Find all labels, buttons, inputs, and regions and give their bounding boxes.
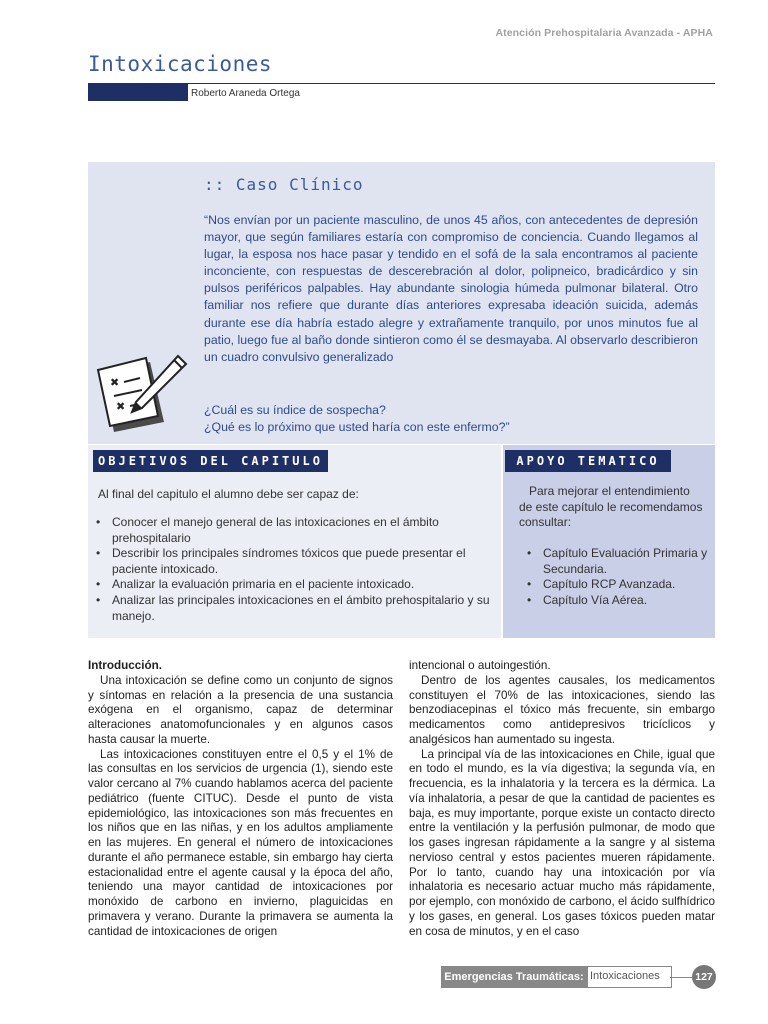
support-intro: Para mejorar el entendimiento de este capítulo le recomendamos consultar: (519, 484, 703, 530)
support-header: APOYO TEMATICO (505, 450, 671, 472)
body-column-left (88, 659, 393, 939)
bullet: • (96, 592, 101, 607)
objectives-intro: Al final del capitulo el alumno debe ser capaz de: (98, 487, 359, 501)
footer-section-label: Emergencias Traumáticas: (444, 971, 584, 983)
section-heading: Introducción. (88, 659, 163, 672)
case-title: :: Caso Clínico (204, 175, 364, 194)
case-question: ¿Qué es lo próximo que usted haría con este enfermo?” (204, 420, 510, 434)
svg-text:✖: ✖ (116, 400, 126, 413)
svg-text:✖: ✖ (110, 376, 120, 389)
list-item: • Analizar las principales intoxicaciones en el ámbito prehospitalario y su manejo. (96, 592, 490, 623)
author-name: Roberto Araneda Ortega (191, 88, 300, 99)
list-item: • Capítulo Evaluación Primaria y Secundaria. (527, 546, 708, 576)
bullet: • (527, 577, 532, 592)
paragraph: Una intoxicación se define como un conjunto de signos y síntomas en relación a la presencia de una sustancia exógena en el organismo, capaz de determinar alteraciones anatomofuncionales y en algunos casos hasta causar la muerte. (88, 673, 393, 746)
objectives-header: OBJETIVOS DEL CAPITULO (93, 450, 328, 472)
clipboard-pencil-icon (96, 352, 188, 434)
case-text: “Nos envían por un paciente masculino, de unos 45 años, con antecedentes de depresión mayor, que según familiares estaría con compromiso de conciencia. Cuando llegamos al lugar, la esposa nos hace pasar y tendido en el sofá de la sala encontramos al paciente inconciente, con respuestas de descerebración al dolor, polipneico, bradicárdico y sin pulsos periféricos palpables. Hay abundante sinologia húmeda pulmonar bilateral. Otro familiar nos refiere que durante días anteriores expresaba ideación suicida, además durante ese día habría estado alegre y extrañamente tranquilo, por unos minutos fue al patio, luego fue al baño donde sintieron como él se desmayaba. Al observarlo describieron un cuadro convulsivo generalizado (204, 213, 698, 364)
paragraph: intencional o autoingestión. (409, 659, 551, 672)
paragraph: Las intoxicaciones constituyen entre el 0,5 y el 1% de las consultas en los servicios de urgencia (1), siendo este valor cercano al 7% cuando hablamos acerca del paciente pediátrico (fuente CITUC). Desde el punto de vista epidemiológico, las intoxicaciones son más frecuentes en los niños que en las niñas, y en los adultos ampliamente en las mujeres. En general el número de intoxicaciones durante el año permanece estable, sin embargo hay cierta estacionalidad entre el agente causal y la época del año, teniendo una mayor cantidad de intoxicaciones por monóxido de carbono en invierno, plaguicidas en primavera y verano. Durante la primavera se aumenta la cantidad de intoxicaciones de origen (88, 747, 393, 938)
objectives-list (96, 515, 491, 624)
list-item: • Capítulo RCP Avanzada. (527, 577, 676, 592)
title-accent-bar (88, 84, 188, 101)
case-question: ¿Cuál es su índice de sospecha? (204, 403, 386, 417)
paragraph: Dentro de los agentes causales, los medicamentos constituyen el 70% de las intoxicaciones, siendo las benzodiacepinas el tóxico más frecuente, sin embargo medicamentos como antidepresivos tricíclicos y analgésicos han aumentado su ingesta. (409, 673, 715, 746)
list-item: • Conocer el manejo general de las intoxicaciones en el ámbito prehospitalario (96, 515, 439, 545)
support-box (503, 445, 715, 638)
chapter-title: Intoxicaciones (88, 52, 273, 76)
bullet: • (96, 577, 101, 592)
footer-topic: Intoxicaciones (590, 970, 660, 982)
support-list (527, 546, 712, 608)
page-number: 127 (692, 965, 716, 989)
bullet: • (96, 515, 101, 529)
bullet: • (527, 546, 532, 560)
list-item: • Analizar la evaluación primaria en el paciente intoxicado. (96, 577, 415, 592)
list-item: • Capítulo Vía Aérea. (527, 592, 648, 607)
body-column-right (409, 659, 715, 939)
case-questions (204, 402, 698, 436)
bullet: • (527, 592, 532, 607)
list-item: • Describir los principales síndromes tóxicos que puede presentar el paciente intoxicado. (96, 546, 466, 576)
footer-connector (670, 977, 694, 978)
bullet: • (96, 546, 101, 561)
running-head: Atención Prehospitalaria Avanzada - APHA (495, 27, 713, 39)
paragraph: La principal vía de las intoxicaciones en Chile, igual que en todo el mundo, es la vía digestiva; la segunda vía, en frecuencia, es la inhalatoria y la tercera es la dérmica. La vía inhalatoria, a pesar de que la cantidad de pacientes es baja, es muy importante, porque existe un contacto directo entre la ventilación y la perfusión pulmonar, de modo que los gases ingresan rápidamente a la sangre y al sistema nervioso central y estos pacientes mueren rápidamente. Por lo tanto, cuando hay una intoxicación por vía inhalatoria es necesario actuar mucho más rápidamente, por ejemplo, con monóxido de carbono, el ácido sulfhídrico y los gases, en general. Los gases tóxicos pueden matar en cosa de minutos, y en el caso (409, 747, 715, 938)
